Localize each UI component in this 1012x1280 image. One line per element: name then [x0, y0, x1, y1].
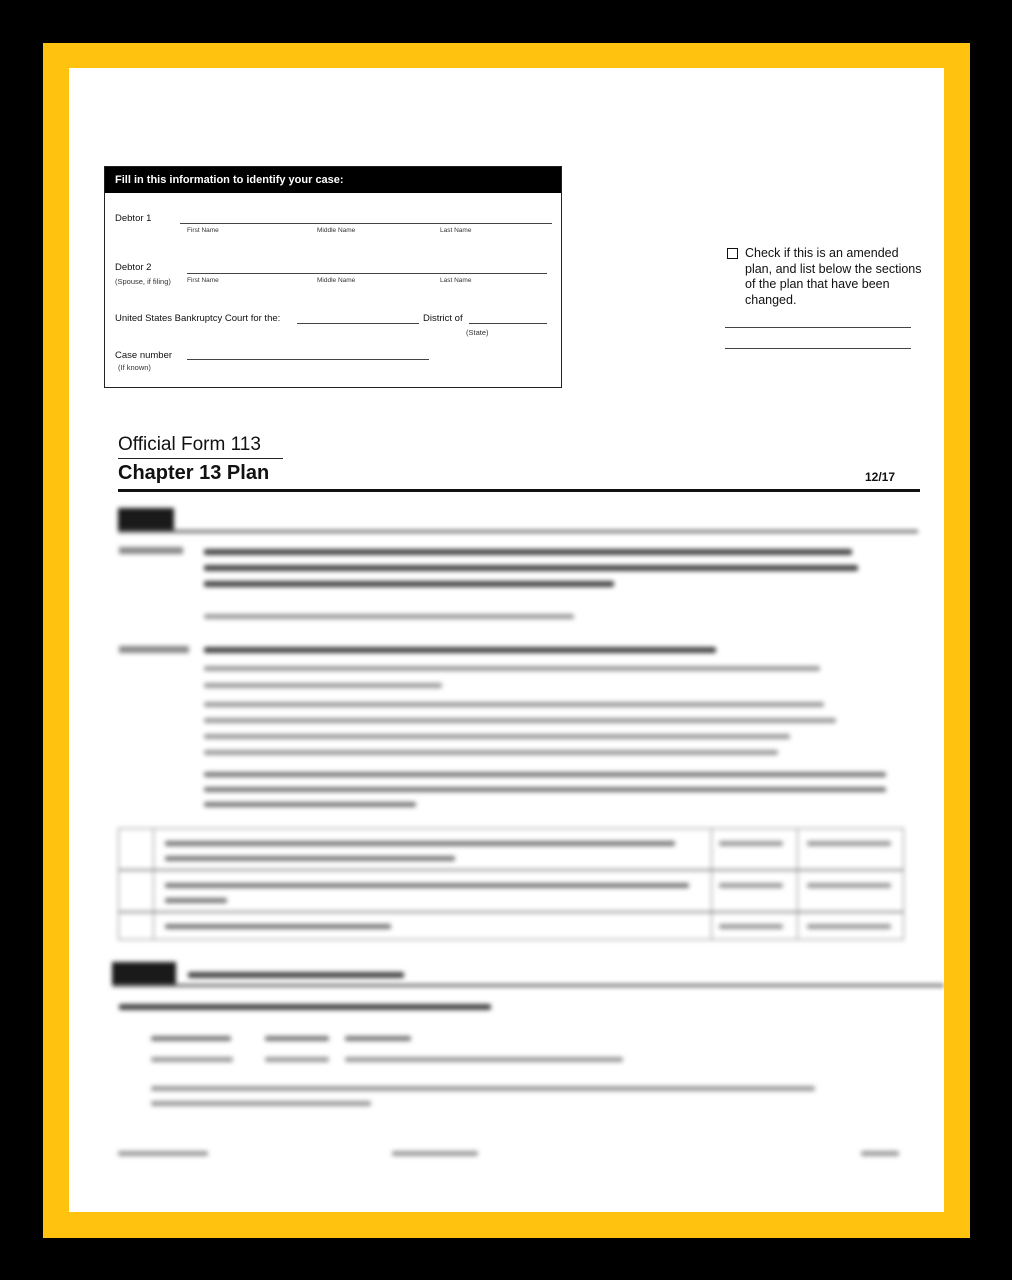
court-field[interactable] [297, 323, 419, 324]
debtor1-first-name-caption: First Name [187, 227, 219, 234]
payment-amount-field-2[interactable] [151, 1057, 233, 1062]
case-number-label: Case number [115, 350, 173, 361]
debtor2-label: Debtor 2 [115, 262, 152, 273]
to-creditors-heading [119, 646, 189, 653]
table-row [118, 828, 904, 870]
official-form-number: Official Form 113 [118, 434, 261, 455]
text-line [151, 1086, 815, 1091]
part2-rule [112, 984, 944, 987]
debtor2-note: (Spouse, if filing) [115, 277, 171, 286]
table-row [118, 870, 904, 912]
footer-title [392, 1151, 478, 1156]
debtor1-middle-name-caption: Middle Name [317, 227, 356, 234]
amended-checkbox[interactable] [727, 248, 738, 259]
part1-rule [118, 530, 918, 533]
text-line [204, 614, 574, 619]
text-line [204, 787, 886, 792]
debtor2-first-name-caption: First Name [187, 277, 219, 284]
footer-form-name [118, 1151, 208, 1156]
debtor2-middle-name-caption: Middle Name [317, 277, 356, 284]
text-line [204, 750, 778, 755]
text-line [151, 1101, 371, 1106]
case-info-box [104, 166, 562, 388]
to-debtors-heading [119, 547, 183, 554]
case-number-field[interactable] [187, 359, 429, 360]
case-number-note: (If known) [118, 363, 151, 372]
text-line [204, 565, 858, 571]
text-line [204, 581, 614, 587]
official-form-underline [118, 458, 283, 459]
text-line [204, 683, 442, 688]
part1-tag [118, 508, 174, 532]
text-line [204, 718, 836, 723]
text-line [204, 666, 820, 671]
case-box-header: Fill in this information to identify your case: [105, 167, 561, 193]
not-included-option[interactable] [807, 883, 891, 888]
included-option[interactable] [719, 883, 783, 888]
court-label: United States Bankruptcy Court for the: [115, 313, 281, 324]
included-option[interactable] [719, 841, 783, 846]
debtor1-last-name-caption: Last Name [440, 227, 472, 234]
text-line [204, 702, 824, 707]
amended-plan-section [725, 246, 925, 308]
form-title: Chapter 13 Plan [118, 462, 270, 484]
included-option[interactable] [719, 924, 783, 929]
debtor2-name-field[interactable] [187, 273, 547, 274]
title-rule [118, 489, 920, 492]
table-row [118, 912, 904, 940]
form-revision: 12/17 [865, 470, 896, 484]
part2-tag [112, 962, 176, 986]
debtor1-label: Debtor 1 [115, 213, 152, 224]
not-included-option[interactable] [807, 924, 891, 929]
text-line [204, 772, 886, 777]
text-line [119, 1004, 491, 1010]
debtor2-last-name-caption: Last Name [440, 277, 472, 284]
payment-amount-field[interactable] [151, 1036, 231, 1041]
text-line [204, 734, 790, 739]
district-label: District of [423, 313, 463, 324]
text-line [204, 549, 852, 555]
amended-section-line-2[interactable] [725, 348, 911, 349]
footer-page [861, 1151, 899, 1156]
text-line [204, 647, 716, 653]
state-caption: (State) [466, 328, 489, 337]
amended-text: Check if this is an amended plan, and list below the sections of the plan that have been changed. [745, 246, 922, 307]
amended-section-line-1[interactable] [725, 327, 911, 328]
not-included-option[interactable] [807, 841, 891, 846]
debtor1-name-field[interactable] [180, 223, 552, 224]
district-field[interactable] [469, 323, 547, 324]
document-page [69, 68, 944, 1212]
text-line [204, 802, 416, 807]
